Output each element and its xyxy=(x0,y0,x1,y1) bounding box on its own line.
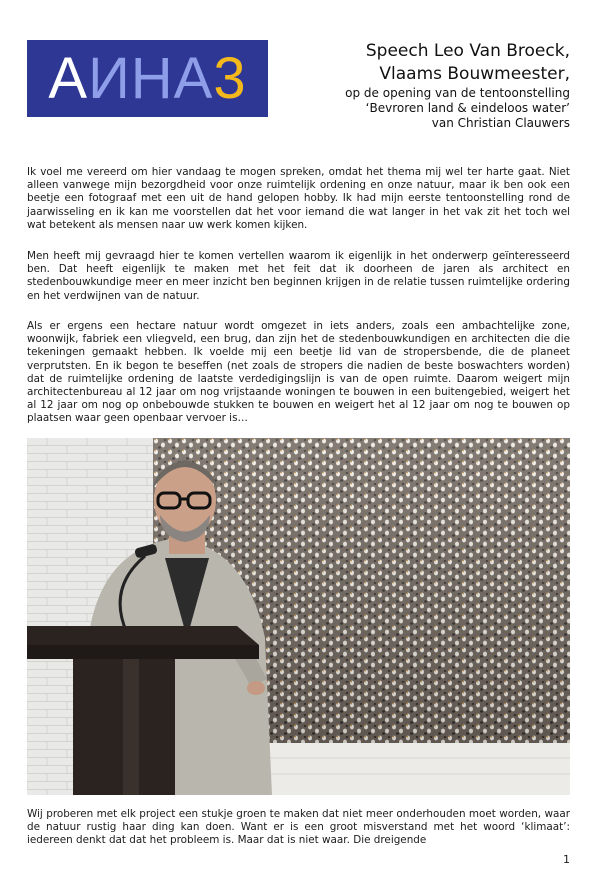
logo-part-a: A xyxy=(48,45,89,111)
paragraph-1: Ik voel me vereerd om hier vandaag te mogen spreken, omdat het thema mij wel ter harte gaat. Niet alleen vanwege mijn bezorgdheid voor onze ruimtelijk ordening en onze natuur, maar ik ben ook een beetje een fotograaf met een uit de hand gelopen hobby. Ik had mijn eerste tentoonstelling rond de jaarwisseling en ik kan me voorstellen dat het voor iemand die wat langer in het vak zit het toch wel wat betekent als mensen naar uw werk komen kijken. xyxy=(27,166,570,231)
paragraph-3: Als er ergens een hectare natuur wordt omgezet in iets anders, zoals een ambachtelijke zone, woonwijk, fabriek een vliegveld, een brug, dan zijn het de stedenbouwkundigen en architecten die die tekeningen gemaakt hebben. Ik voelde mij een beetje lid van de stropersbende, die de planeet verprutsten. En ik begon te beseffen (net zoals de stropers die nadien de beste boswachters worden) dat de ruimtelijke ordening de laatste verdedigingslijn is van de open ruimte. Daarom weigert mijn architectenbureau al 12 jaar om nog vrijstaande woningen te bouwen in een buitengebied, weigert het al 12 jaar om nog op onbebouwde stukken te bouwen en weigert het al 12 jaar om nog te bouwen op plaatsen waar geen openbaar vervoer is… xyxy=(27,320,570,425)
page-heading xyxy=(345,40,570,131)
subtitle-line-1: op de opening van de tentoonstelling xyxy=(345,86,570,100)
subtitle-line-2: ‘Bevroren land & eindeloos water’ xyxy=(365,101,570,115)
anna3-logo xyxy=(27,40,268,117)
title-line-2: Vlaams Bouwmeester, xyxy=(379,64,570,84)
paragraph-2: Men heeft mij gevraagd hier te komen vertellen waarom ik eigenlijk in het onderwerp geïnteresseerd ben. Dat heeft eigenlijk te maken met het feit dat ik doorheen de jaren als architect en stedenbouwkundige meer en meer inzicht ben beginnen krijgen in de relatie tussen ruimtelijke ordering en het verdwijnen van de natuur. xyxy=(27,250,570,302)
logo-part-nna: ИНА xyxy=(88,45,214,111)
subtitle-line-3: van Christian Clauwers xyxy=(431,116,570,130)
speaker-photo xyxy=(27,438,570,795)
page-number: 1 xyxy=(563,853,570,866)
paragraph-4: Wij proberen met elk project een stukje groen te maken dat niet meer onderhouden moet worden, waar de natuur rustig haar ding kan doen. Want er is een groot misverstand met het woord ‘klimaat’: iedereen denkt dat dat het probleem is. Maar dat is niet waar. Die dreigende xyxy=(27,808,570,847)
title-line-1: Speech Leo Van Broeck, xyxy=(365,41,570,61)
logo-part-3: 3 xyxy=(213,45,247,111)
